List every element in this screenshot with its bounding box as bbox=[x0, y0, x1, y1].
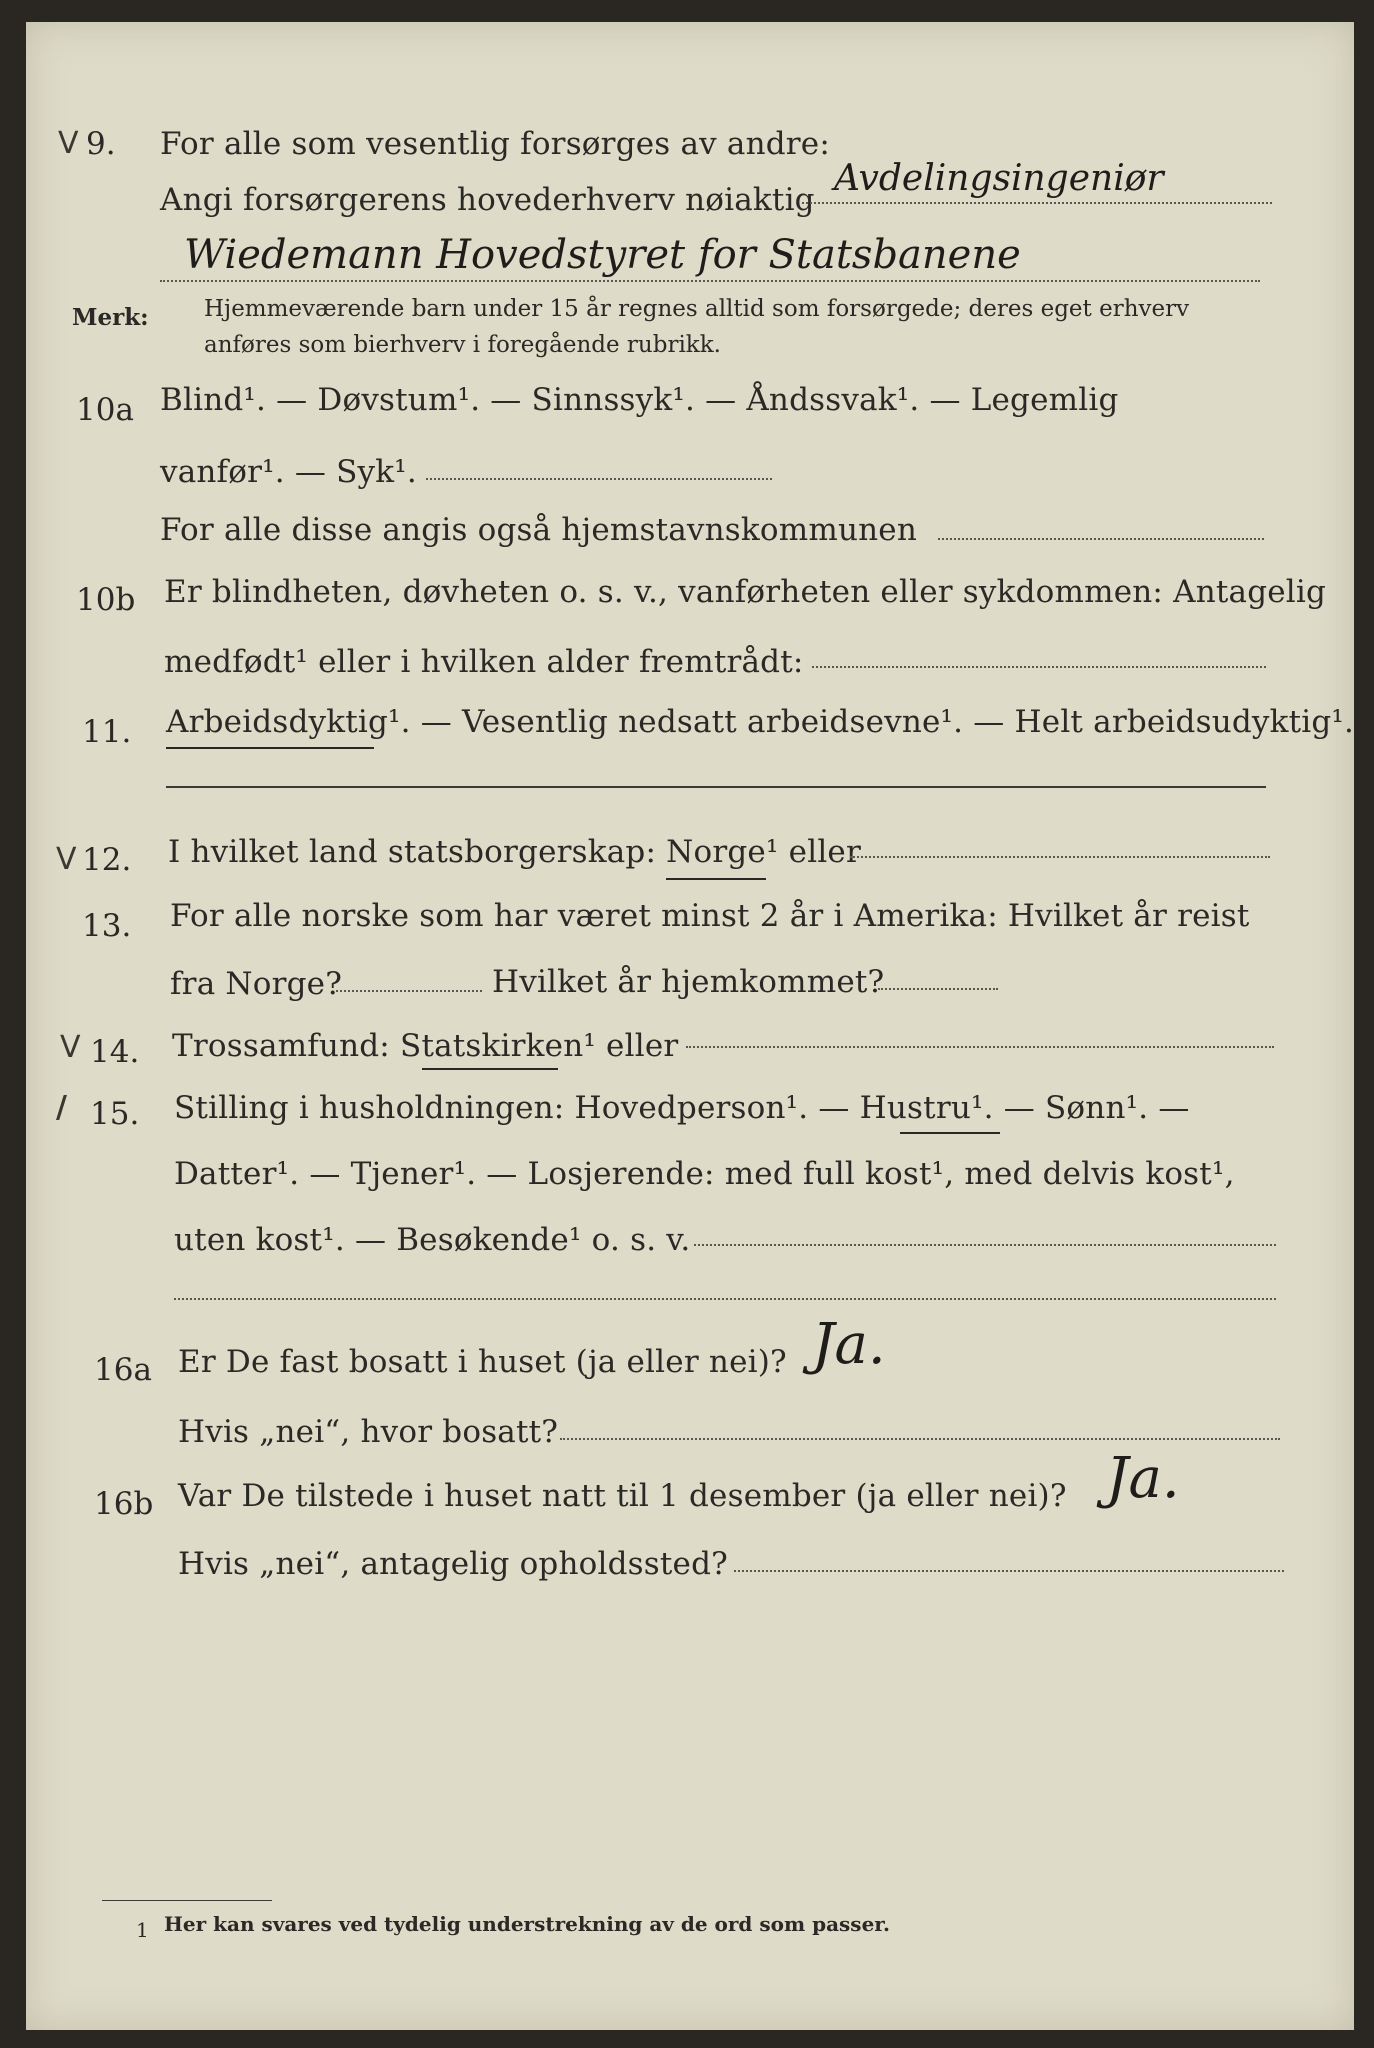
q13-number: 13. bbox=[82, 908, 132, 944]
check-mark-q15: / bbox=[56, 1090, 67, 1125]
check-mark-q12: V bbox=[56, 842, 77, 877]
q10a-line-3: For alle disse angis også hjemstavnskommunen bbox=[160, 512, 917, 548]
q13-year-home-line bbox=[878, 988, 998, 990]
q11-answer-rule bbox=[166, 786, 1266, 788]
q9-answer-line-2 bbox=[160, 280, 1260, 282]
q16b-answer: Ja. bbox=[1106, 1446, 1180, 1511]
q11-number: 11. bbox=[82, 714, 132, 750]
q10b-line bbox=[812, 666, 1266, 668]
q15-line-1: Stilling i husholdningen: Hovedperson¹. — Hustru¹. — Sønn¹. — bbox=[174, 1090, 1190, 1126]
q13-year-left-line bbox=[336, 990, 482, 992]
merk-text-2: anføres som bierhverv i foregående rubrikk. bbox=[204, 332, 721, 358]
q11-line-1: Arbeidsdyktig¹. — Vesentlig nedsatt arbeidsevne¹. — Helt arbeidsudyktig¹. bbox=[166, 704, 1355, 740]
q9-question: For alle som vesentlig forsørges av andre: bbox=[160, 126, 830, 162]
q10a-line-2: vanfør¹. — Syk¹. bbox=[160, 454, 417, 490]
footnote-text: Her kan svares ved tydelig understrekning av de ord som passer. bbox=[164, 1912, 890, 1936]
q14-underline-statskirken bbox=[422, 1068, 558, 1070]
footnote-mark: 1 bbox=[136, 1918, 149, 1942]
q10b-line-2: medfødt¹ eller i hvilken alder fremtrådt: bbox=[164, 644, 804, 680]
q11-underline-arbeidsdyktig bbox=[166, 747, 374, 749]
q9-answer-line-1 bbox=[802, 202, 1272, 204]
q13-line-2a: fra Norge? bbox=[170, 966, 343, 1002]
merk-text-1: Hjemmeværende barn under 15 år regnes alltid som forsørgede; deres eget erhverv bbox=[204, 296, 1190, 322]
q12-line bbox=[850, 856, 1270, 858]
q16a-line bbox=[560, 1438, 1280, 1440]
q13-line-1: For alle norske som har været minst 2 år i Amerika: Hvilket år reist bbox=[170, 898, 1250, 934]
q12-number: 12. bbox=[82, 842, 132, 878]
q15-answer-rule bbox=[174, 1298, 1276, 1300]
check-mark-q9: V bbox=[58, 126, 79, 161]
q16a-number: 16a bbox=[94, 1352, 152, 1388]
q9-answer-employer: Wiedemann Hovedstyret for Statsbanene bbox=[184, 232, 1021, 278]
merk-label: Merk: bbox=[72, 304, 149, 331]
footnote-separator bbox=[102, 1900, 272, 1901]
q15-number: 15. bbox=[90, 1096, 140, 1132]
q12-underline-norge bbox=[666, 878, 766, 880]
q16b-number: 16b bbox=[94, 1486, 154, 1522]
q15-line-3: uten kost¹. — Besøkende¹ o. s. v. bbox=[174, 1222, 691, 1258]
q14-number: 14. bbox=[90, 1034, 140, 1070]
q16b-line-2: Hvis „nei“, antagelig opholdssted? bbox=[178, 1546, 728, 1582]
q12-line-1: I hvilket land statsborgerskap: Norge¹ eller bbox=[168, 834, 861, 870]
q10a-syk-line bbox=[426, 478, 772, 480]
q15-line-2: Datter¹. — Tjener¹. — Losjerende: med full kost¹, med delvis kost¹, bbox=[174, 1156, 1235, 1192]
q16a-answer: Ja. bbox=[812, 1312, 886, 1377]
q10a-line-1: Blind¹. — Døvstum¹. — Sinnssyk¹. — Åndssvak¹. — Legemlig bbox=[160, 382, 1119, 418]
q15-line bbox=[694, 1244, 1276, 1246]
q16b-line bbox=[734, 1570, 1284, 1572]
q16b-line-1: Var De tilstede i huset natt til 1 desember (ja eller nei)? bbox=[178, 1478, 1067, 1514]
q9-instruction: Angi forsørgerens hovederhverv nøiaktig bbox=[160, 182, 815, 218]
q16a-line-1: Er De fast bosatt i huset (ja eller nei)? bbox=[178, 1344, 787, 1380]
q14-line-1: Trossamfund: Statskirken¹ eller bbox=[172, 1028, 679, 1064]
q13-line-2b: Hvilket år hjemkommet? bbox=[492, 964, 885, 1000]
q10b-line-1: Er blindheten, døvheten o. s. v., vanførheten eller sykdommen: Antagelig bbox=[164, 574, 1327, 610]
q14-line bbox=[686, 1046, 1274, 1048]
q16a-line-2: Hvis „nei“, hvor bosatt? bbox=[178, 1414, 559, 1450]
q10a-home-line bbox=[938, 538, 1264, 540]
check-mark-q14: V bbox=[60, 1030, 81, 1065]
q15-underline-hustru bbox=[900, 1132, 1000, 1134]
q10a-number: 10a bbox=[76, 392, 134, 428]
census-form-page bbox=[26, 22, 1354, 2030]
q9-number: 9. bbox=[86, 126, 116, 162]
q10b-number: 10b bbox=[76, 582, 136, 618]
q9-answer-occupation: Avdelingsingeniør bbox=[834, 158, 1164, 199]
